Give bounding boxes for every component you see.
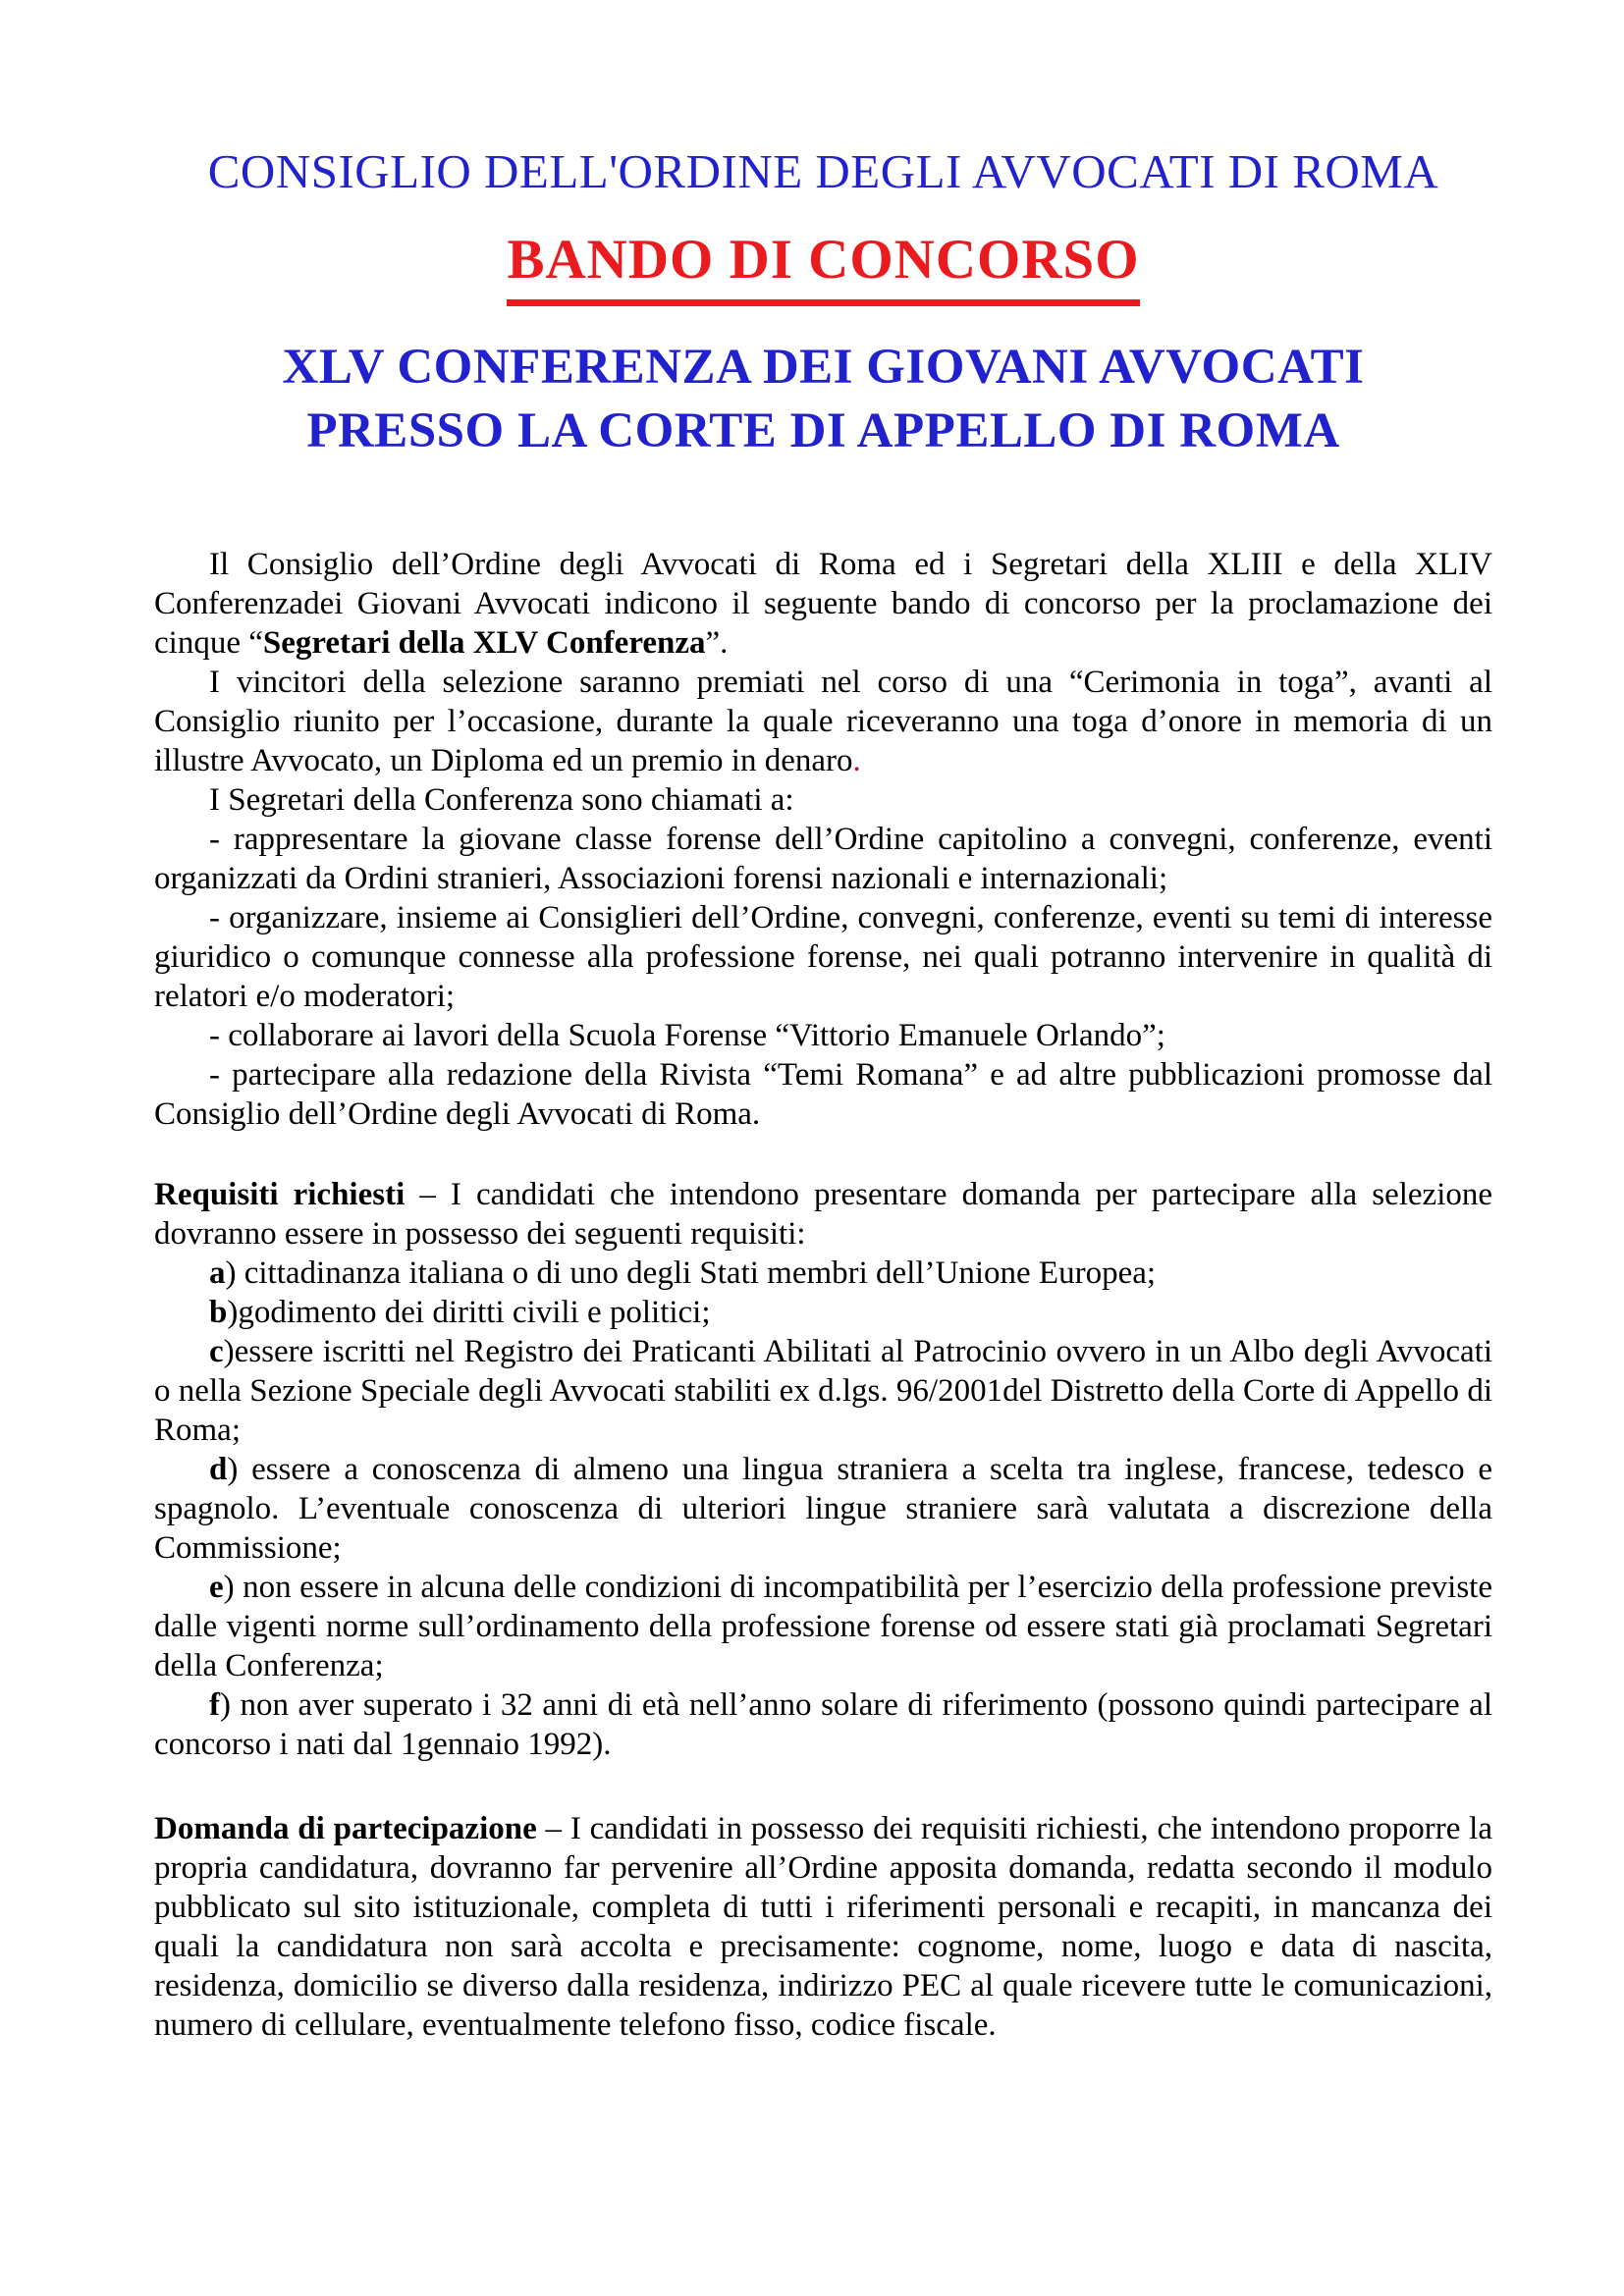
text-run: – I candidati che intendono presentare domanda per partecipare alla selezione dovranno essere in possesso dei seguenti requisiti:: [154, 1176, 1493, 1252]
document-header: [154, 143, 1492, 464]
text-run: )godimento dei diritti civili e politici;: [227, 1294, 711, 1330]
paragraph-intro: [154, 545, 1492, 663]
text-run: ) cittadinanza italiana o di uno degli Stati membri dell’Unione Europea;: [225, 1255, 1157, 1291]
paragraph-requisiti-intro: [154, 1175, 1492, 1254]
text-run: ) non aver superato i 32 anni di età nell’anno solare di riferimento (possono quindi partecipare al concorso i nati dal 1gennaio 1992).: [154, 1686, 1492, 1762]
paragraph-compito-partecipare: [154, 1055, 1492, 1134]
conference-title: [154, 336, 1492, 464]
text-run: b: [209, 1294, 228, 1330]
text-run: d: [209, 1451, 228, 1487]
paragraph-compito-rappresentare: [154, 820, 1492, 898]
text-run: I Segretari della Conferenza sono chiamati a:: [209, 781, 794, 818]
text-run: Domanda di partecipazione: [154, 1810, 537, 1846]
text-run: Requisiti richiesti: [154, 1176, 406, 1212]
paragraph-requisito-f: [154, 1685, 1492, 1764]
paragraph-requisito-d: [154, 1450, 1492, 1568]
announcement-title: [154, 227, 1492, 306]
text-run: f: [209, 1686, 220, 1723]
text-run: c: [209, 1333, 224, 1369]
text-run: a: [209, 1255, 226, 1291]
text-run: ) non essere in alcuna delle condizioni di incompatibilità per l’esercizio della professione previste dalle vigenti norme sull’ordinamento della professione forense od essere stati già proclamati Segretari della Conferenza;: [154, 1569, 1492, 1683]
text-run: – I candidati in possesso dei requisiti richiesti, che intendono proporre la propria candidatura, dovranno far pervenire all’Ordine apposita domanda, redatta secondo il modulo pubblicato sul sito istituzionale, completa di tutti i riferimenti personali e recapiti, in mancanza dei quali la candidatura non sarà accolta e precisamente: cognome, nome, luogo e data di nascita, residenza, domicilio se diverso dalla residenza, indirizzo PEC al quale ricevere tutte le comunicazioni, numero di cellulare, eventualmente telefono fisso, codice fiscale.: [154, 1810, 1492, 2043]
paragraph-requisito-b: [154, 1293, 1492, 1332]
text-run: - partecipare alla redazione della Rivista “Temi Romana” e ad altre pubblicazioni promosse dal Consiglio dell’Ordine degli Avvocati di Roma.: [154, 1056, 1492, 1132]
conference-title-line1: XLV CONFERENZA DEI GIOVANI AVVOCATI: [282, 340, 1365, 396]
conference-title-line2: PRESSO LA CORTE DI APPELLO DI ROMA: [306, 403, 1340, 459]
text-run: - collaborare ai lavori della Scuola Forense “Vittorio Emanuele Orlando”;: [209, 1017, 1165, 1053]
paragraph-premiazione: [154, 663, 1492, 780]
paragraph-compito-organizzare: [154, 898, 1492, 1016]
text-run: I vincitori della selezione saranno premiati nel corso di una “Cerimonia in toga”, avanti al Consiglio riunito per l’occasione, durante la quale riceveranno una toga d’onore in memoria di un illustre Avvocato, un Diploma ed un premio in denaro: [154, 664, 1492, 778]
paragraph-chiamati-a: [154, 780, 1492, 820]
announcement-title-text: BANDO DI CONCORSO: [507, 227, 1139, 306]
text-run: .: [852, 742, 861, 778]
paragraph-requisito-c: [154, 1332, 1492, 1450]
text-run: ”.: [705, 624, 729, 661]
text-run: )essere iscritti nel Registro dei Praticanti Abilitati al Patrocinio ovvero in un Albo degli Avvocati o nella Sezione Speciale degli Avvocati stabiliti ex d.lgs. 96/2001del Distretto della Corte di Appello di Roma;: [154, 1333, 1492, 1448]
text-run: - organizzare, insieme ai Consiglieri dell’Ordine, convegni, conferenze, eventi su temi di interesse giuridico o comunque connesse alla professione forense, nei quali potranno intervenire in qualità di relatori e/o moderatori;: [154, 899, 1492, 1014]
text-run: ) essere a conoscenza di almeno una lingua straniera a scelta tra inglese, francese, tedesco e spagnolo. L’eventuale conoscenza di ulteriori lingue straniere sarà valutata a discrezione della Commissione;: [154, 1451, 1492, 1566]
organization-title: CONSIGLIO DELL'ORDINE DEGLI AVVOCATI DI ROMA: [207, 144, 1439, 198]
text-run: - rappresentare la giovane classe forense dell’Ordine capitolino a convegni, conferenze, eventi organizzati da Ordini stranieri, Associazioni forensi nazionali e internazionali;: [154, 821, 1492, 896]
paragraph-requisito-e: [154, 1568, 1492, 1685]
paragraph-domanda-di-partecipazione: [154, 1809, 1492, 2045]
paragraph-compito-collaborare: [154, 1016, 1492, 1055]
paragraph-requisito-a: [154, 1254, 1492, 1293]
text-run: Il Consiglio dell’Ordine degli Avvocati di Roma ed i Segretari della XLIII e della XLIV Conferenzadei Giovani Avvocati indicono il seguente bando di concorso per la proclamazione dei cinque “: [154, 546, 1492, 661]
document-body: [154, 545, 1492, 2045]
text-run: Segretari della XLV Conferenza: [262, 624, 706, 661]
text-run: e: [209, 1569, 224, 1605]
